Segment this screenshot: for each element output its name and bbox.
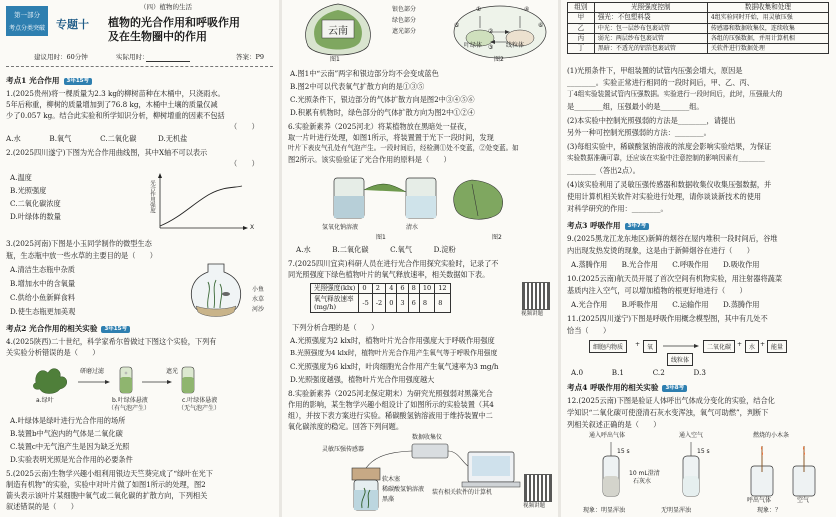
actual-time-blank[interactable] <box>146 61 190 62</box>
q8-sub-line: 是________组，压强最小的是________组。 <box>567 102 704 111</box>
table-cell: 0 <box>386 294 397 313</box>
topic-number: 专题十 <box>56 18 89 31</box>
q3-stem: 瓶，生态瓶中放一些水草的主要目的是（ ） <box>6 251 157 260</box>
apparatus-label-cork: 软木塞 <box>382 476 401 483</box>
topic-title-2: 及在生物圈中的作用 <box>108 30 207 43</box>
table-cell: 丙 <box>568 33 595 43</box>
q10-stem: 基质内注入空气，可以增加植物的根更好地进行（ ） <box>567 286 747 295</box>
tube-label-time-2: 15 s <box>697 448 710 455</box>
q8-sub-line: ________。实验正常进行相同的一段时间后，甲、乙、丙、 <box>567 78 754 87</box>
q10-options: A.光合作用 B.呼吸作用 C.运输作用 D.蒸腾作用 <box>571 300 760 309</box>
arrow-label-4: ④ <box>524 6 530 13</box>
q4-stem: 4.(2025陕西)二十世纪，科学家希尔曾做过下图这个实验，下列有 <box>6 337 217 346</box>
q8-sub-line: (1)光照条件下，甲组装置的试管内压强会增大，原因是 <box>567 66 743 75</box>
table-cell: 氧气释放速率 (mg/h) <box>311 294 359 313</box>
page-right <box>561 0 836 517</box>
q6-fig2-caption: 图2 <box>492 234 502 241</box>
actual-time: 实际用时： <box>116 53 149 61</box>
q8-plan-table <box>567 2 829 54</box>
q7-option: D.光照强度越强，植物叶片光合作用强度越大 <box>290 375 435 384</box>
table-cell: 强光：不包塑料袋 <box>594 13 707 23</box>
arrow-label-5: ⑤ <box>454 22 460 29</box>
concept-box-substance: 细胞内物质 <box>589 340 627 353</box>
q5-option: A.图1中“云南”两字和银边部分均不会变成蓝色 <box>290 69 439 78</box>
hill-label-c-note: （无气泡产生） <box>178 405 221 412</box>
q7-stem: 同光照强度下绿色植物叶片的氧气释放速率，相关数据如下表。 <box>288 270 490 279</box>
table-row <box>311 294 451 313</box>
section-1-rate: 3年15考 <box>64 78 92 85</box>
concept-box-energy: 能量 <box>767 340 787 353</box>
arrow-label-1: ① <box>476 6 482 13</box>
q8-sub-line: 丁4组实验装置试管内压强数据。实验进行一段时间后，此时，压强最大的 <box>567 90 783 98</box>
q1-line: 5年后称重，柳树的质量增加到了76.8 kg，木桶中土壤的质量仅减 <box>6 100 218 109</box>
bottle-label-stick: 燃烧的小木条 <box>753 432 790 439</box>
table-cell: 4 <box>386 284 397 294</box>
table-cell: 6 <box>397 284 408 294</box>
section-2-title: 考点2 光合作用的相关实验 3年15考 <box>6 323 130 334</box>
table-cell: 0 <box>359 284 372 294</box>
section-4-rate: 3年8考 <box>662 385 687 392</box>
q7-option: C.光照强度为6 klx时，叶肉细胞光合作用产生氧气速率为3 mg/h <box>290 362 499 371</box>
leaf-label-green: 绿色部分 <box>392 17 417 24</box>
table-cell: 8 <box>435 294 450 313</box>
table-cell: 2 <box>372 284 385 294</box>
qr-label: 视频讲题 <box>523 503 546 509</box>
q9-options: A.蒸腾作用 B.光合作用 C.呼吸作用 D.吸收作用 <box>571 260 760 269</box>
q7-option: B.光照强度为4 klx时，植物叶片光合作用产生氧气等于呼吸作用强度 <box>290 349 498 357</box>
table-cell: 弱光：两层纱布包裹试管 <box>594 33 707 43</box>
apparatus-label-collector: 数据收集仪 <box>412 434 443 441</box>
table-cell: 乙 <box>568 23 595 33</box>
table-row <box>568 44 829 54</box>
tube-label-limewater-2: 石灰水 <box>633 478 652 485</box>
table-cell: 关软件进行数据处理 <box>707 44 828 54</box>
table-cell: 3 <box>397 294 408 313</box>
result-label-1: 现象：明显浑浊 <box>583 507 626 514</box>
diagram-label-chloroplast: 叶绿体 <box>464 42 483 49</box>
bottle-label-sand: 河沙 <box>252 306 265 313</box>
answer-page: 答案：P9 <box>236 53 265 61</box>
q5-option: D.积累有机物时，绿色部分的气体扩散方向为图2中①②④ <box>290 108 475 117</box>
chamber-label-water: 清水 <box>406 224 419 231</box>
topic-title-1: 植物的光合作用和呼吸作用 <box>108 16 240 29</box>
q7-data-table <box>310 283 451 313</box>
q8-stem: 8.实验新素养（2025河北保定期末）为研究光照强弱对黑藻光合 <box>288 389 493 398</box>
arrow-label-2: ② <box>488 28 494 35</box>
apparatus-label-nahco3: 稀碳酸氢钠溶液 <box>382 486 425 493</box>
q1-options: A.水 B.氧气 C.二氧化碳 D.无机盐 <box>6 134 188 143</box>
q1-line: 1.(2025贵州)将一棵质量为2.3 kg的柳树苗种在木桶中，只浇雨水。 <box>6 89 225 98</box>
q9-stem: 内出现发热发烫的现象，这是由于新鲜烟谷在进行（ ） <box>567 246 754 255</box>
q5-stem: 制造有机物”的实验，实验中对叶片做了如图1所示的处理，图2 <box>6 480 206 489</box>
q4-stem: 关实验分析错误的是（ ） <box>6 348 100 357</box>
unit-label-top: 第一部分 <box>14 11 40 19</box>
q5-option: B.图2中可以代表氧气扩散方向的是①③⑤ <box>290 82 425 91</box>
q5-stem: 5.(2025云南)生物学兴趣小组利用银边天竺葵完成了“绿叶在光下 <box>6 469 213 478</box>
table-row <box>311 284 451 294</box>
tube-label-air-in: 通入空气 <box>679 432 704 439</box>
q2-answer-paren[interactable]: （ ） <box>230 159 259 168</box>
apparatus-label-computer: 装有相关软件的计算机 <box>432 489 493 496</box>
hill-label-b: b.叶绿体悬液 <box>112 397 148 404</box>
unit-label <box>6 6 48 36</box>
q8-sub-line: 使用计算机相关软件对实验进行处理，请你谈谈新技术的使用 <box>567 192 762 201</box>
hill-label-shade: 遮光 <box>166 368 179 375</box>
q12-stem: 12.(2025云南)下图是验证人体呼出气体成分变化的实验，结合化 <box>567 396 775 405</box>
arrow-label-3: ③ <box>488 44 494 51</box>
table-cell: 丁 <box>568 44 595 54</box>
result-label-3: 现象：？ <box>757 507 782 514</box>
q2-option: D.叶绿体的数量 <box>10 212 61 221</box>
hill-label-b-note: （有气泡产生） <box>108 405 151 412</box>
table-cell: 6 <box>408 294 419 313</box>
q12-stem: 列相关叙述正确的是（ ） <box>567 420 661 429</box>
hill-experiment-figure <box>30 363 260 401</box>
page-left <box>0 0 279 517</box>
section-1-title: 考点1 光合作用 3年15考 <box>6 75 92 86</box>
section-4-title: 考点4 呼吸作用的相关实验 3年8考 <box>567 382 687 393</box>
suggested-time: 建议用时：60分钟 <box>34 53 88 61</box>
q6-stem: 取一片叶进行处理，如图1所示，将装置置于光下一段时间，发现 <box>288 133 494 142</box>
q3-option: B.增加水中的含氧量 <box>10 279 76 288</box>
q5-stem: 叙述错误的是（ ） <box>6 502 78 511</box>
table-cell: -2 <box>372 294 385 313</box>
q4-option: B.装置b中气泡内的气体是二氧化碳 <box>10 429 123 438</box>
concept-box-co2: 二氧化碳 <box>703 340 735 353</box>
table-header-cell: 组别 <box>568 3 595 13</box>
eco-bottle-illustration <box>186 262 246 322</box>
diffusion-diagram <box>450 2 550 62</box>
hill-label-a: a.绿叶 <box>36 397 54 404</box>
q6-stem: 叶片下表皮气孔处有气泡产生。一段时间后，经检测①处不变蓝，②处变蓝。如 <box>288 144 519 152</box>
table-cell: 传感器和数据收集仪，连续收集 <box>707 23 828 33</box>
apparatus-label-algae: 黑藻 <box>382 496 395 503</box>
q8-sub-line: ________（答出2点）。 <box>567 166 640 175</box>
concept-box-water: 水 <box>745 340 759 353</box>
hill-label-c: c.叶绿体悬液 <box>182 397 218 404</box>
section-3-rate: 3年7考 <box>625 223 650 230</box>
q2-stem: 2.(2025四川遂宁)下图为光合作用曲线图，其中X轴不可以表示 <box>6 148 208 157</box>
q4-option: A.叶绿体是绿叶进行光合作用的场所 <box>10 416 126 425</box>
table-cell: 黑暗：不透光的铝箔包裹试管 <box>594 44 707 54</box>
q5-option: C.光照条件下，银边部分的气体扩散方向是图2中③④⑤⑥ <box>290 95 475 104</box>
result-label-2: 无明显浑浊 <box>661 507 692 514</box>
chamber-label-naoh: 氢氧化钠溶液 <box>322 224 359 231</box>
q6-stem: 图2所示。该实验验证了光合作用的原料是（ ） <box>288 155 451 164</box>
q3-option: A.清洁生态瓶中杂质 <box>10 265 75 274</box>
q8-stem: 作用的影响，某生物学兴趣小组设计了如图所示的实验装置（其4 <box>288 400 494 409</box>
table-cell: 10 <box>419 284 434 294</box>
tube-label-exhaled-in: 通入呼出气体 <box>589 432 626 439</box>
tube-label-time-1: 15 s <box>617 448 630 455</box>
q6-fig1-caption: 图1 <box>376 234 386 241</box>
table-cell: 各组的压强数据，并用计算机相 <box>707 33 828 43</box>
bottle-label-air: 空气 <box>797 497 810 504</box>
leaf-chamber-figure <box>322 170 522 226</box>
fig2-caption: 图2 <box>494 56 504 63</box>
concept-box-mitochondria: 线粒体 <box>667 353 693 366</box>
table-cell: 甲 <box>568 13 595 23</box>
q3-stem: 3.(2025河南)下图是小玉同学制作的微型生态 <box>6 239 152 248</box>
hill-label-grind: 研磨过滤 <box>80 368 105 375</box>
tube-label-limewater: 10 mL澄清 <box>629 470 660 477</box>
qr-code[interactable] <box>524 474 552 502</box>
q2-y-axis-label: 光合作用强度 <box>149 180 155 213</box>
q9-stem: 9.(2025黑龙江龙东地区)新鲜的烟谷在屋内堆积一段时间后，谷堆 <box>567 234 778 243</box>
table-cell: 12 <box>435 284 450 294</box>
q4-option: D.实验表明光照是光合作用的必要条件 <box>10 455 133 464</box>
unit-label-bottom: 考点分类突破 <box>8 25 45 32</box>
leaf-label-shaded: 遮光部分 <box>392 28 417 35</box>
table-cell: 光照强度(klx) <box>311 284 359 294</box>
table-cell: 8 <box>419 294 434 313</box>
page-middle <box>282 0 558 517</box>
q7-tail: 下列分析合理的是（ ） <box>292 323 379 332</box>
arrow-label-6: ⑥ <box>538 22 544 29</box>
q8-stem: 氧化碳浓度的稳定。回答下列问题。 <box>288 422 404 431</box>
concept-arrow <box>661 343 701 349</box>
q8-sub-line: (3)每组实验中，稀碳酸氢钠溶液的浓度会影响实验结果，为保证 <box>567 142 772 151</box>
q8-stem: 组），并按下表方案进行实验。稀碳酸氢钠溶液用于维持装置中二 <box>288 411 493 420</box>
q6-stem: 6.实验新素养（2025河北）将某植物放在黑暗处一昼夜， <box>288 122 472 131</box>
table-cell: 中光：包一层纱布包裹试管 <box>594 23 707 33</box>
q3-option: D.使生态瓶更加美观 <box>10 307 76 316</box>
bottle-label-exhaled: 呼出气体 <box>747 497 772 504</box>
q2-curve-graph <box>150 172 250 234</box>
q8-sub-line: (2)本实验中控制光照强弱的方法是________，请提出 <box>567 116 736 125</box>
q5-stem: 箭头表示该叶片某细胞中氧气或二氧化碳的扩散方向，下列相关 <box>6 491 208 500</box>
q8-sub-line: 对科学研究的作用：________。 <box>567 204 668 213</box>
q1-line: 少了0.057 kg。结合此实验和所学知识分析，柳树增重的因素不包括 <box>6 111 225 120</box>
bottle-label-grass: 水草 <box>252 296 265 303</box>
subject-label: （四）植物的生活 <box>140 3 192 11</box>
yunnan-characters: 云南 <box>328 26 348 37</box>
q8-sub-line: (4)该实验利用了灵敏压强传感器和数据收集仪收集压强数据，并 <box>567 180 772 189</box>
q2-option: A.温度 <box>10 173 32 182</box>
bottle-label-fish: 小鱼 <box>252 286 265 293</box>
q11-stem: 11.(2025四川遂宁)下图是呼吸作用概念模型图，其中有几处不 <box>567 314 768 323</box>
q8-sub-line: 实验数据准确可靠，还应该在实验中注意控制的影响因素有________ <box>567 154 765 162</box>
q4-option: C.装置c中无气泡产生是因为缺乏光照 <box>10 442 130 451</box>
q1-answer-paren[interactable]: （ ） <box>230 122 259 131</box>
q3-option: C.供给小鱼新鲜食料 <box>10 293 76 302</box>
concept-plus: + <box>635 341 641 348</box>
q8-sub-line: 另外一种可控制光照强弱的方法：________。 <box>567 128 711 137</box>
qr-code[interactable] <box>522 282 550 310</box>
table-header-cell: 数据收集和处理 <box>707 3 828 13</box>
section-3-title: 考点3 呼吸作用 3年7考 <box>567 220 649 231</box>
q11-options: A.0 B.1 C.2 D.3 <box>571 368 706 377</box>
table-header-cell: 光照强度控制 <box>594 3 707 13</box>
q7-stem: 7.(2025四川宜宾)科研人员在进行光合作用探究实验时，记录了不 <box>288 259 499 268</box>
diagram-label-mitochondria: 线粒体 <box>506 42 525 49</box>
concept-box-oxygen: 氧 <box>643 340 657 353</box>
header-rule <box>6 66 273 67</box>
q2-x-axis-label: X <box>250 224 255 231</box>
table-row <box>568 3 829 13</box>
apparatus-label-sensor: 灵敏压强传感器 <box>322 446 365 453</box>
q2-option: B.光照强度 <box>10 186 47 195</box>
table-row <box>568 33 829 43</box>
qr-label: 视频讲题 <box>521 311 544 317</box>
fig1-caption: 图1 <box>330 56 340 63</box>
table-row <box>568 13 829 23</box>
concept-plus: + <box>737 341 743 348</box>
q10-stem: 10.(2025云南)航天员开展了首次空间有机物实验，用注射器将蔬菜 <box>567 274 783 283</box>
q6-options: A.水 B.二氧化碳 C.氧气 D.淀粉 <box>296 245 456 254</box>
table-cell: 4组实验同时开始，用灵敏压强 <box>707 13 828 23</box>
table-cell: -5 <box>359 294 372 313</box>
concept-plus: + <box>760 341 766 348</box>
q12-stem: 学知识“二氧化碳可使澄清石灰水变浑浊，氧气可助燃”，判断下 <box>567 408 769 417</box>
q11-stem: 恰当（ ） <box>567 326 611 335</box>
section-2-rate: 3年15考 <box>101 326 129 333</box>
q2-option: C.二氧化碳浓度 <box>10 199 61 208</box>
table-cell: 8 <box>408 284 419 294</box>
leaf-label-silver: 银色部分 <box>392 6 417 13</box>
q7-option: A.光照强度为2 klx时，植物叶片光合作用强度大于呼吸作用强度 <box>290 336 495 345</box>
table-row <box>568 23 829 33</box>
